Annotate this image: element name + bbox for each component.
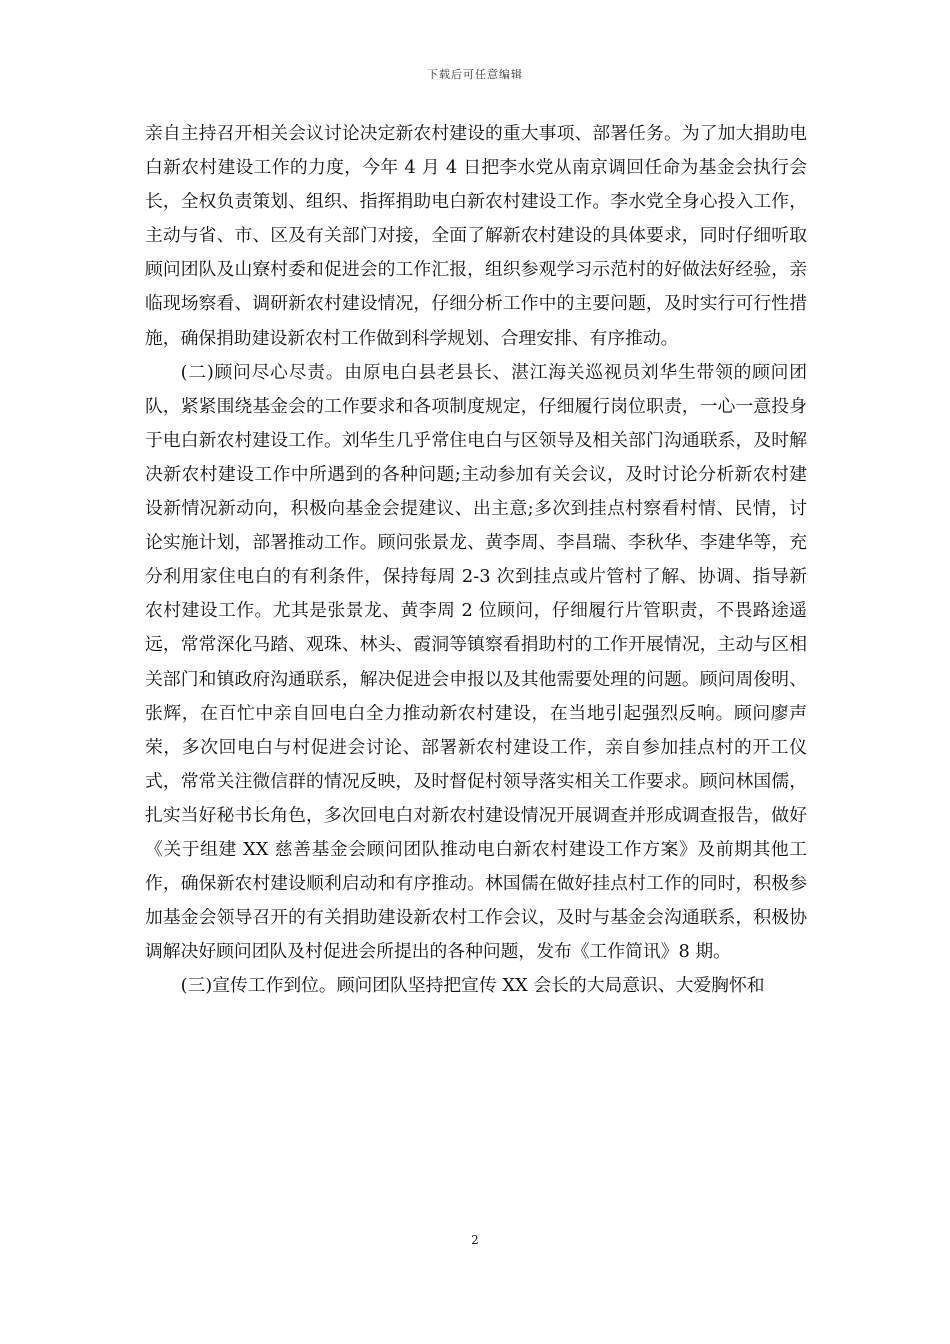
paragraph-1: 亲自主持召开相关会议讨论决定新农村建设的重大事项、部署任务。为了加大捐助电白新农村建设工作的力度，今年 4 月 4 日把李水党从南京调回任命为基金会执行会长，全权负责策划、组织、指挥捐助电白新农村建设工作。李水党全身心投入工作，主动与省、市、区及有关部门对接，全面了解新农村建设的具体要求，同时仔细听取顾问团队及山寮村委和促进会的工作汇报，组织参观学习示范村的好做法好经验，亲临现场察看、调研新农村建设情况，仔细分析工作中的主要问题，及时实行可行性措施，确保捐助建设新农村工作做到科学规划、合理安排、有序推动。 bbox=[145, 123, 807, 349]
paragraph-3: (三)宣传工作到位。顾问团队坚持把宣传 XX 会长的大局意识、大爱胸怀和 bbox=[180, 975, 765, 997]
paragraph-2: (二)顾问尽心尽责。由原电白县老县长、湛江海关巡视员刘华生带领的顾问团队，紧紧围绕基金会的工作要求和各项制度规定，仔细履行岗位职责，一心一意投身于电白新农村建设工作。刘华生几乎常住电白与区领导及相关部门沟通联系，及时解决新农村建设工作中所遇到的各种问题;主动参加有关会议，及时讨论分析新农村建设新情况新动向，积极向基金会提建议、出主意;多次到挂点村察看村情、民情，讨论实施计划，部署推动工作。顾问张景龙、黄李周、李昌瑞、李秋华、李建华等，充分利用家住电白的有利条件，保持每周 2-3 次到挂点或片管村了解、协调、指导新农村建设工作。尤其是张景龙、黄李周 2 位顾问，仔细履行片管职责，不畏路途遥远，常常深化马踏、观珠、林头、霞洞等镇察看捐助村的工作开展情况，主动与区相关部门和镇政府沟通联系，解决促进会申报以及其他需要处理的问题。顾问周俊明、张辉，在百忙中亲自回电白全力推动新农村建设，在当地引起强烈反响。顾问廖声荣，多次回电白与村促进会讨论、部署新农村建设工作，亲自参加挂点村的开工仪式，常常关注微信群的情况反映，及时督促村领导落实相关工作要求。顾问林国儒，扎实当好秘书长角色，多次回电白对新农村建设情况开展调查并形成调查报告，做好《关于组建 XX 慈善基金会顾问团队推动电白新农村建设工作方案》及前期其他工作，确保新农村建设顺利启动和有序推动。林国儒在做好挂点村工作的同时，积极参加基金会领导召开的有关捐助建设新农村工作会议，及时与基金会沟通联系，积极协调解决好顾问团队及村促进会所提出的各种问题，发布《工作简讯》8 期。 bbox=[145, 361, 807, 963]
document-body bbox=[145, 117, 807, 1003]
page-number: 2 bbox=[471, 1233, 479, 1247]
page-header-note: 下载后可任意编辑 bbox=[427, 68, 523, 81]
